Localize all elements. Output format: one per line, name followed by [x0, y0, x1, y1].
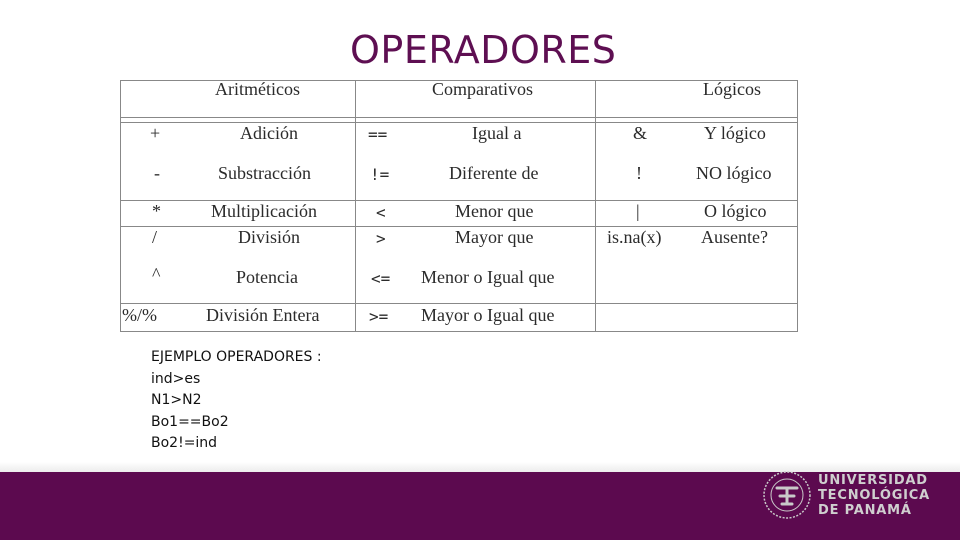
comp-symbol: >: [376, 229, 386, 248]
table-border: [120, 331, 798, 332]
arith-name: División Entera: [206, 305, 320, 325]
comp-name: Mayor o Igual que: [421, 305, 555, 325]
table-border: [120, 117, 798, 118]
comp-name: Menor que: [455, 201, 534, 221]
logic-name: O lógico: [704, 201, 767, 221]
header-logicos: Lógicos: [703, 79, 761, 99]
arith-symbol: -: [154, 163, 160, 183]
footer-band: [0, 472, 960, 540]
arith-symbol: ^: [152, 264, 161, 284]
arith-symbol: *: [152, 201, 161, 221]
example-block: [151, 347, 322, 455]
comp-symbol: <=: [371, 269, 391, 288]
comp-symbol: ==: [368, 125, 388, 144]
comp-name: Diferente de: [449, 163, 539, 183]
comp-name: Igual a: [472, 123, 522, 143]
university-logo-text: UNIVERSIDAD TECNOLÓGICA DE PANAMÁ: [818, 473, 931, 518]
arith-name: Adición: [240, 123, 298, 143]
comp-name: Mayor que: [455, 227, 534, 247]
header-aritmeticos: Aritméticos: [215, 79, 300, 99]
arith-name: División: [238, 227, 301, 247]
logic-name: NO lógico: [696, 163, 772, 183]
slide-title: OPERADORES: [350, 28, 617, 72]
arith-name: Multiplicación: [211, 201, 317, 221]
table-row-divider: [120, 303, 798, 304]
table-col-divider: [355, 80, 356, 332]
example-line: Bo1==Bo2: [151, 413, 229, 430]
arith-name: Potencia: [236, 267, 298, 287]
table-col-divider: [595, 80, 596, 332]
header-comparativos: Comparativos: [432, 79, 533, 99]
logic-name: Ausente?: [701, 227, 768, 247]
table-border: [797, 80, 798, 332]
comp-symbol: <: [376, 203, 386, 222]
table-border: [120, 80, 121, 332]
example-line: ind>es: [151, 370, 201, 387]
logic-name: Y lógico: [704, 123, 766, 143]
arith-symbol: +: [150, 123, 161, 143]
footer-shadow: [0, 462, 960, 472]
comp-name: Menor o Igual que: [421, 267, 555, 287]
operators-table: [118, 78, 800, 334]
logic-symbol: !: [636, 163, 642, 183]
comp-symbol: >=: [369, 307, 389, 326]
comp-symbol: !=: [370, 165, 390, 184]
logic-symbol: is.na(x): [607, 227, 662, 247]
arith-symbol: %/%: [122, 305, 157, 325]
table-border: [120, 122, 798, 123]
logic-symbol: &: [633, 123, 648, 143]
example-heading: EJEMPLO OPERADORES :: [151, 349, 322, 365]
arith-name: Substracción: [218, 163, 311, 183]
example-line: Bo2!=ind: [151, 435, 218, 451]
logic-symbol: |: [636, 201, 640, 221]
arith-symbol: /: [152, 227, 158, 247]
university-seal-icon: [762, 470, 812, 520]
example-line: N1>N2: [151, 392, 202, 408]
